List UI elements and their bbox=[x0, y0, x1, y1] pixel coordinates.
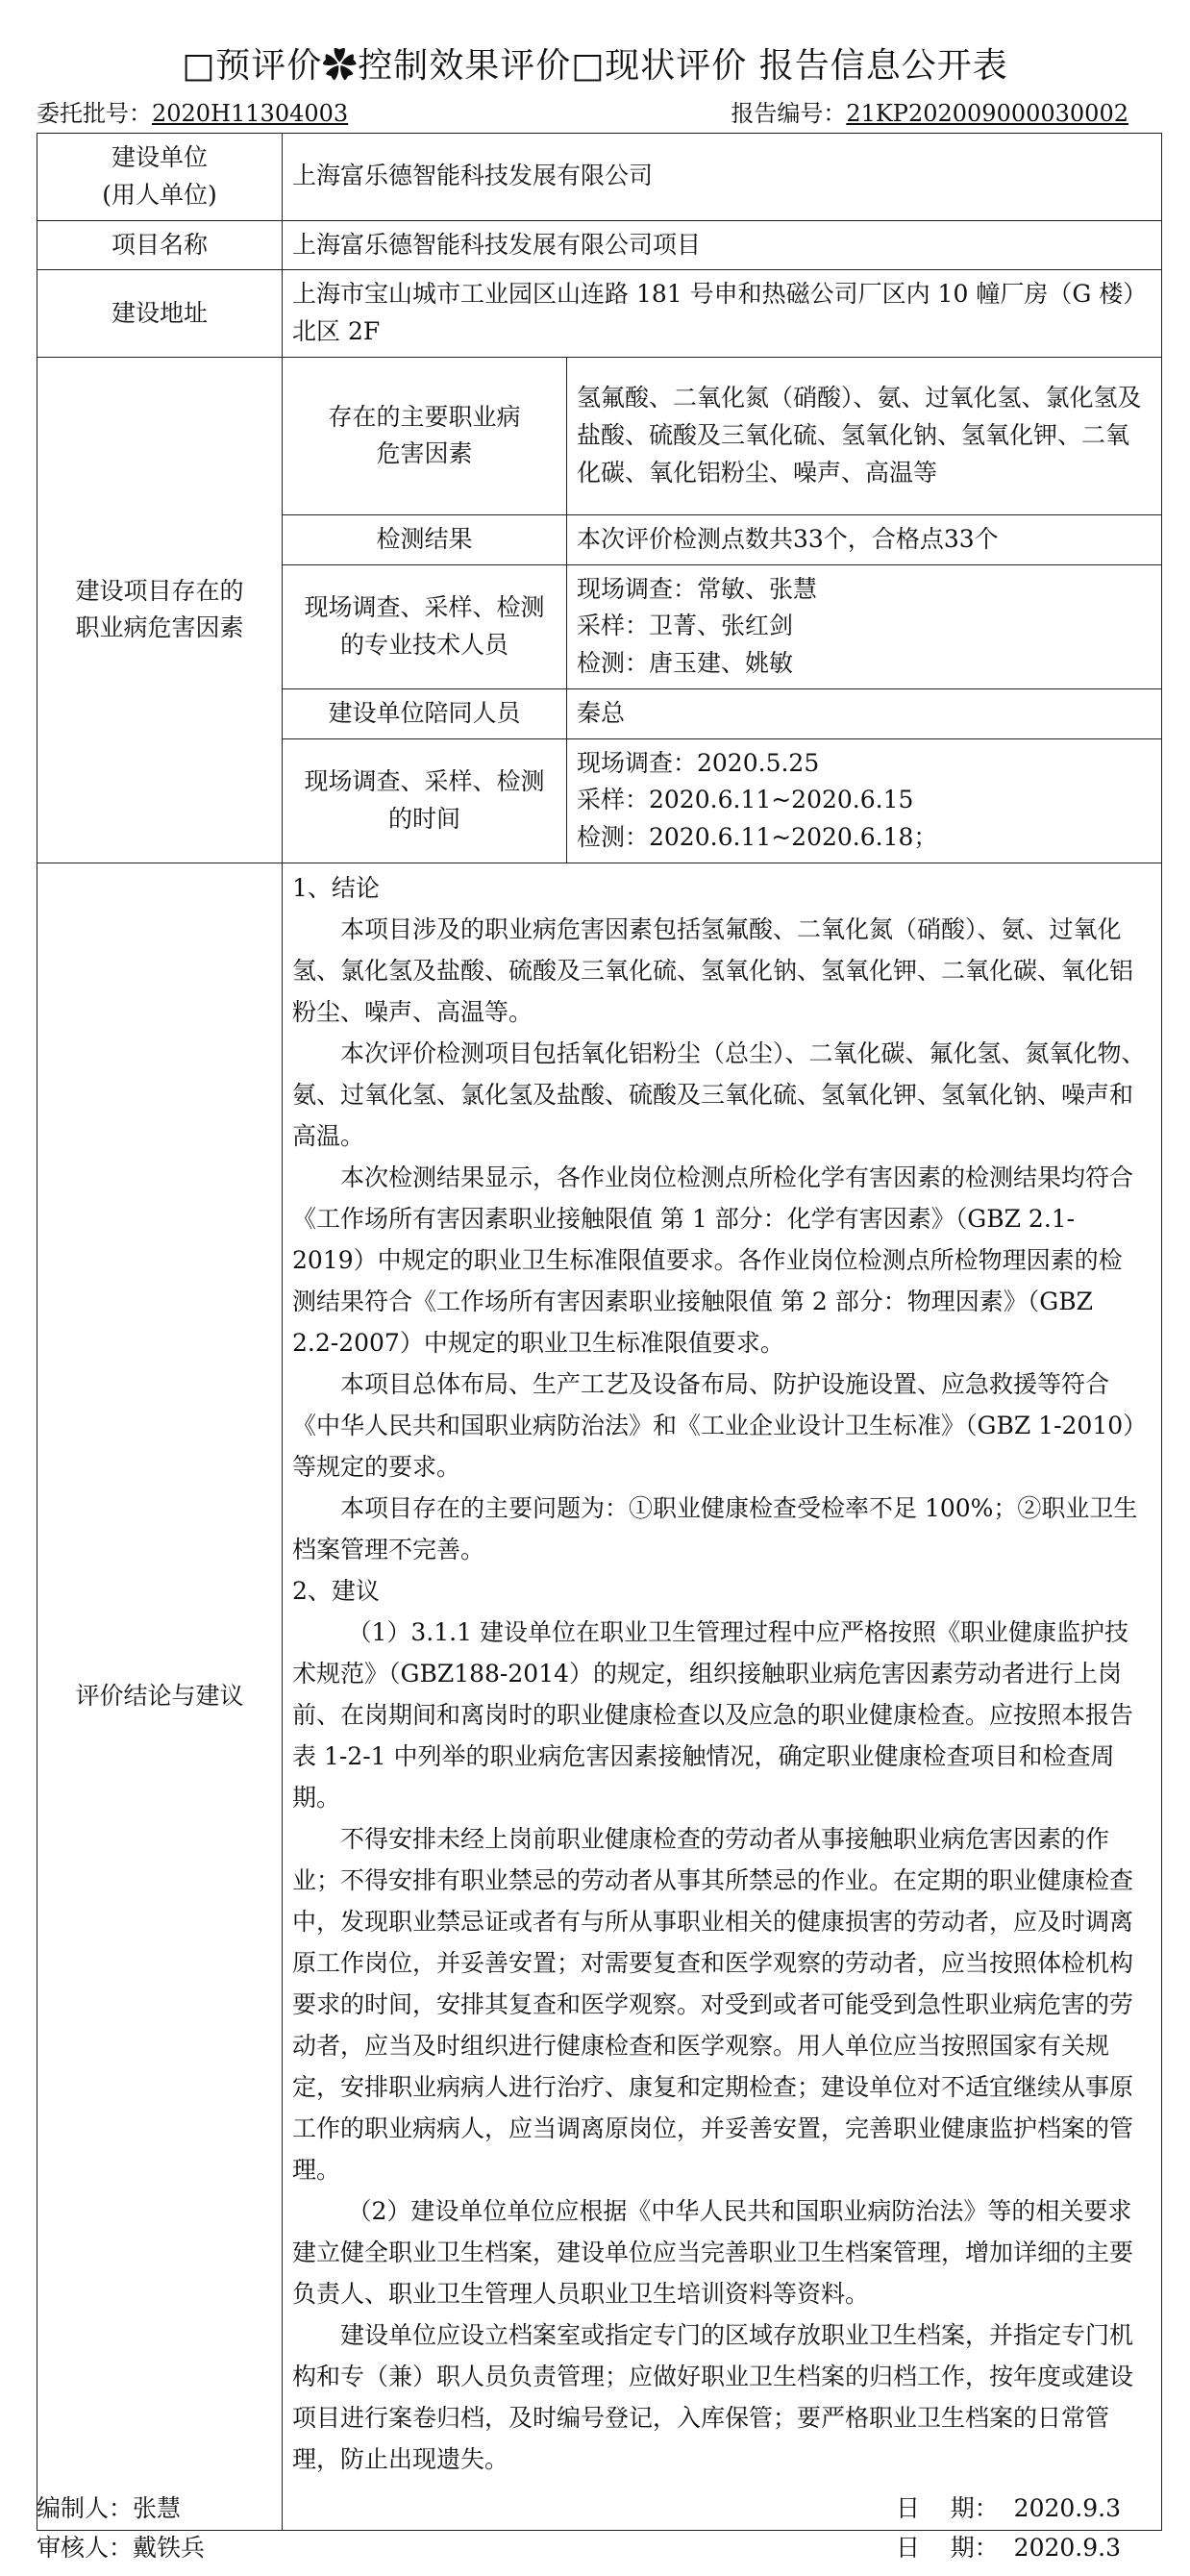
project-label: 项目名称 bbox=[37, 220, 283, 270]
result-label: 检测结果 bbox=[283, 514, 567, 564]
row-address bbox=[37, 270, 1162, 358]
hazard-group-label: 建设项目存在的 职业病危害因素 bbox=[37, 357, 283, 863]
conclusion-body bbox=[283, 863, 1162, 2530]
staff-line: 采样：卫菁、张红剑 bbox=[577, 612, 794, 640]
reviewer: 审核人：戴铁兵 bbox=[37, 2534, 206, 2562]
report-label: 报告编号： bbox=[731, 100, 847, 127]
unit-value: 上海富乐德智能科技发展有限公司 bbox=[283, 134, 1162, 221]
accompany-value: 秦总 bbox=[567, 688, 1162, 738]
accompany-label: 建设单位陪同人员 bbox=[283, 688, 567, 738]
suggestion-paragraph: 不得安排未经上岗前职业健康检查的劳动者从事接触职业病危害因素的作业；不得安排有职业禁忌的劳动者从事其所禁忌的作业。在定期的职业健康检查中，发现职业禁忌证或者有与所从事职业相关的健康损害的劳动者，应及时调离原工作岗位，并妥善安置；对需要复查和医学观察的劳动者，应当按照体检机构要求的时间，安排其复查和医学观察。对受到或者可能受到急性职业病危害的劳动者，应当及时组织进行健康检查和医学观察。用人单位应当按照国家有关规定，安排职业病病人进行治疗、康复和定期检查；建设单位对不适宜继续从事原工作的职业病病人，应当调离原岗位，并妥善安置，完善职业健康监护档案的管理。 bbox=[292, 1824, 1134, 2184]
editor: 编制人：张慧 bbox=[37, 2494, 182, 2522]
page-title: □预评价✿控制效果评价□现状评价 报告信息公开表 bbox=[182, 46, 1008, 86]
report-number bbox=[731, 94, 1128, 128]
conclusion-label: 评价结论与建议 bbox=[37, 863, 283, 2530]
info-table bbox=[37, 133, 1162, 2531]
conclusion-paragraph: 本次检测结果显示，各作业岗位检测点所检化学有害因素的检测结果均符合《工作场所有害因素职业接触限值 第 1 部分：化学有害因素》（GBZ 2.1-2019）中规定的职业卫生标准限值要求。各作业岗位检测点所检物理因素的检测结果符合《工作场所有害因素职业接触限值 第 2 部分：物理因素》（GBZ 2.2-2007）中规定的职业卫生标准限值要求。 bbox=[292, 1163, 1134, 1357]
report-value: 21KP202009000030002 bbox=[846, 100, 1128, 127]
time-line: 检测：2020.6.11~2020.6.18； bbox=[577, 823, 938, 851]
row-unit bbox=[37, 134, 1162, 221]
entrust-label: 委托批号： bbox=[37, 100, 152, 127]
staff-line: 检测：唐玉建、姚敏 bbox=[577, 649, 794, 677]
reviewer-date: 日 期： 2020.9.3 bbox=[896, 2534, 1122, 2562]
unit-label: 建设单位 (用人单位) bbox=[37, 134, 283, 221]
row-conclusion bbox=[37, 863, 1162, 2530]
time-line: 采样：2020.6.11~2020.6.15 bbox=[577, 786, 914, 814]
address-label: 建设地址 bbox=[37, 270, 283, 358]
entrust-value: 2020H11304003 bbox=[152, 100, 349, 127]
suggestion-paragraph: （2）建设单位单位应根据《中华人民共和国职业病防治法》等的相关要求建立健全职业卫生档案，建设单位应当完善职业卫生档案管理，增加详细的主要负责人、职业卫生管理人员职业卫生培训资料等资料。 bbox=[292, 2196, 1134, 2308]
entrust-number bbox=[37, 94, 348, 128]
row-hazards bbox=[37, 357, 1162, 514]
suggestion-paragraph: （1）3.1.1 建设单位在职业卫生管理过程中应严格按照《职业健康监护技术规范》（GBZ188-2014）的规定，组织接触职业病危害因素劳动者进行上岗前、在岗期间和离岗时的职业健康检查以及应急的职业健康检查。应按照本报告表 1-2-1 中列举的职业病危害因素接触情况，确定职业健康检查项目和检查周期。 bbox=[292, 1617, 1134, 1812]
conclusion-paragraph: 本项目存在的主要问题为：①职业健康检查受检率不足 100%；②职业卫生档案管理不完善。 bbox=[292, 1493, 1138, 1563]
hazards-label: 存在的主要职业病 危害因素 bbox=[283, 357, 567, 514]
staff-label: 现场调查、采样、检测 的专业技术人员 bbox=[283, 564, 567, 688]
section-heading-conclusion: 1、结论 bbox=[292, 873, 380, 902]
staff-line: 现场调查：常敏、张慧 bbox=[577, 574, 818, 603]
suggestion-paragraph: 建设单位应设立档案室或指定专门的区域存放职业卫生档案，并指定专门机构和专（兼）职人员负责管理；应做好职业卫生档案的归档工作，按年度或建设项目进行案卷归档，及时编号登记，入库保管；要严格职业卫生档案的日常管理，防止出现遗失。 bbox=[292, 2320, 1134, 2473]
editor-date: 日 期： 2020.9.3 bbox=[896, 2494, 1122, 2522]
project-value: 上海富乐德智能科技发展有限公司项目 bbox=[283, 220, 1162, 270]
time-value bbox=[567, 738, 1162, 863]
conclusion-paragraph: 本项目总体布局、生产工艺及设备布局、防护设施设置、应急救援等符合《中华人民共和国职业病防治法》和《工业企业设计卫生标准》（GBZ 1-2010）等规定的要求。 bbox=[292, 1369, 1135, 1481]
conclusion-paragraph: 本项目涉及的职业病危害因素包括氢氟酸、二氧化氮（硝酸）、氨、过氧化氢、氯化氢及盐酸、硫酸及三氧化硫、氢氧化钠、氢氧化钾、二氧化碳、氧化铝粉尘、噪声、高温等。 bbox=[292, 914, 1134, 1026]
section-heading-suggestion: 2、建议 bbox=[292, 1576, 380, 1605]
staff-value bbox=[567, 564, 1162, 688]
time-line: 现场调查：2020.5.25 bbox=[577, 748, 820, 777]
hazards-value: 氢氟酸、二氧化氮（硝酸）、氨、过氧化氢、氯化氢及盐酸、硫酸及三氧化硫、氢氧化钠、氢氧化钾、二氧化碳、氧化铝粉尘、噪声、高温等 bbox=[567, 357, 1162, 514]
address-value: 上海市宝山城市工业园区山连路 181 号申和热磁公司厂区内 10 幢厂房（G 楼）北区 2F bbox=[283, 270, 1162, 358]
conclusion-paragraph: 本次评价检测项目包括氧化铝粉尘（总尘）、二氧化碳、氟化氢、氮氧化物、氨、过氧化氢、氯化氢及盐酸、硫酸及三氧化硫、氢氧化钾、氢氧化钠、噪声和高温。 bbox=[292, 1038, 1146, 1150]
result-value: 本次评价检测点数共33个，合格点33个 bbox=[567, 514, 1162, 564]
time-label: 现场调查、采样、检测 的时间 bbox=[283, 738, 567, 863]
row-project bbox=[37, 220, 1162, 270]
